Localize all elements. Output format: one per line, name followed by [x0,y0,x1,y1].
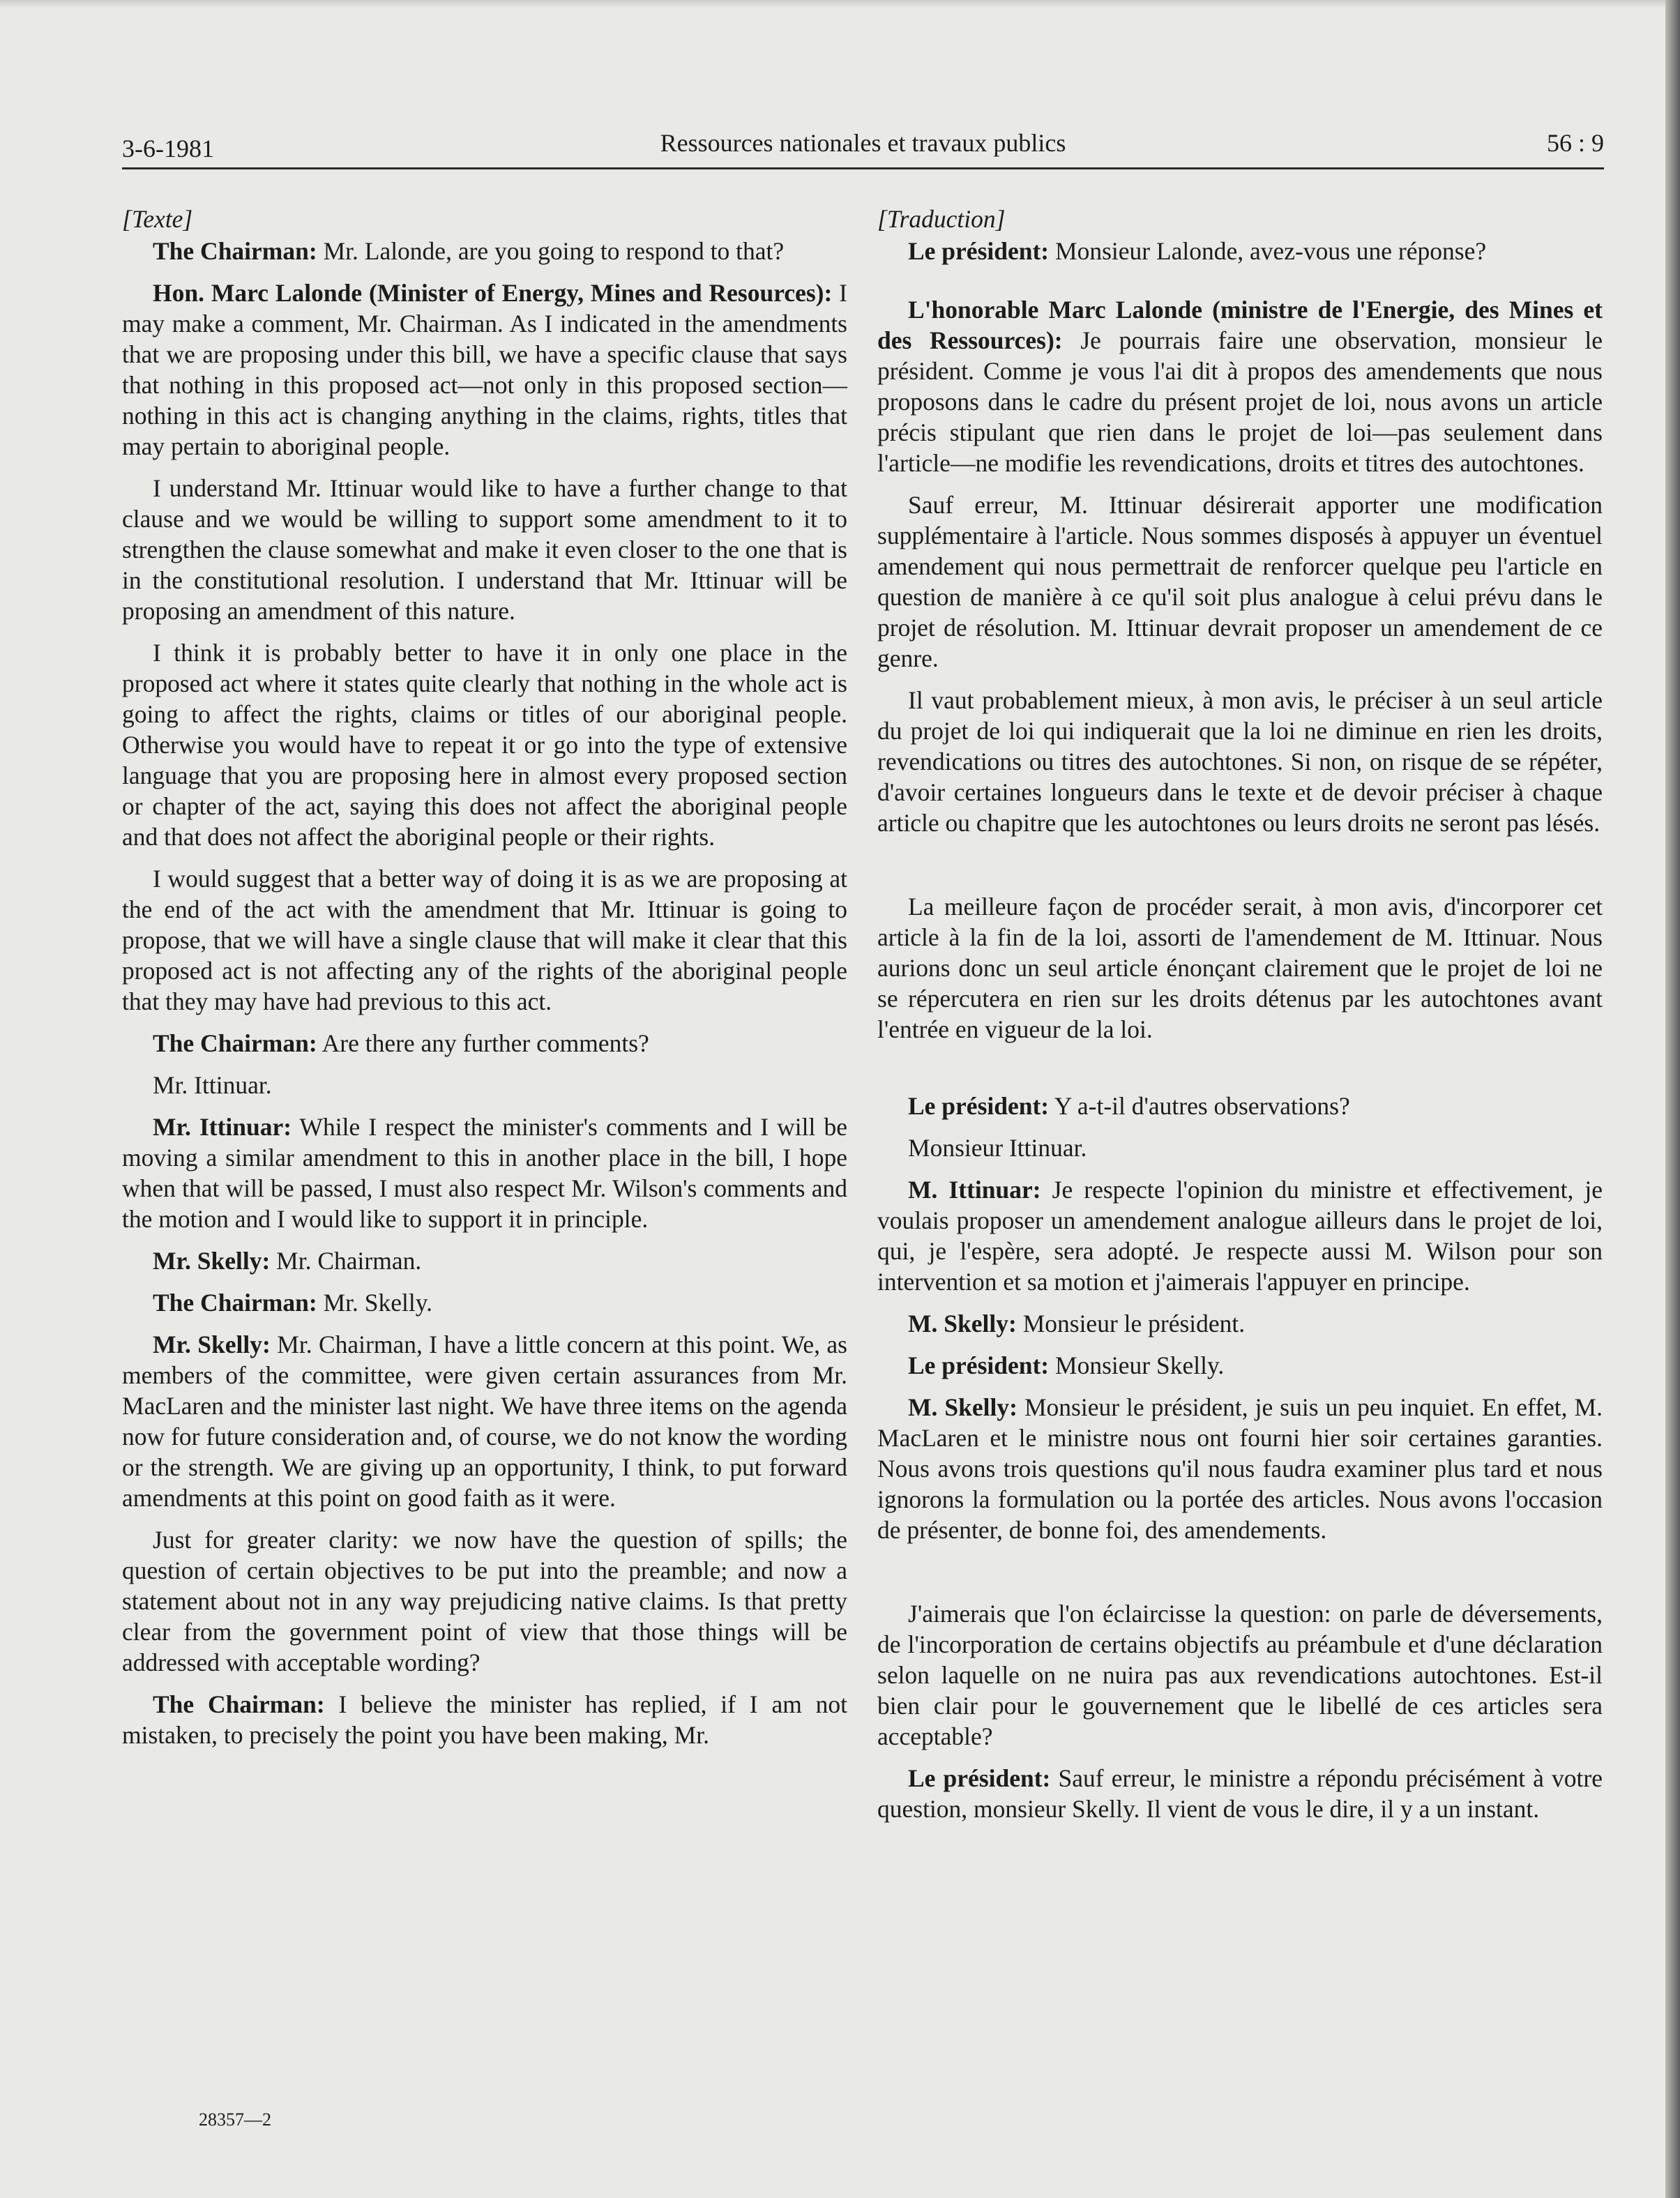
paragraph-text: Mr. Chairman. [276,1247,422,1275]
paragraph [122,1329,847,1513]
paragraph: Monsieur Ittinuar. [908,1134,1087,1162]
paragraph [122,1028,847,1059]
paragraph [122,1112,847,1234]
speaker: Hon. Marc Lalonde (Minister of Energy, Mines and Resources): [153,279,833,307]
paragraph: I understand Mr. Ittinuar would like to have a further change to that clause and we would be willing to support some amendment to it to strengthen the clause somewhat and make it even closer to the one that is in the constitutional resolution. I understand that Mr. Ittinuar will be proposing an amendment of this nature. [122,474,847,625]
paragraph: J'aimerais que l'on éclaircisse la question: on parle de déversements, de l'incorporation de certains objectifs au préambule et d'une déclaration selon laquelle on ne nuira pas aux revendications autochtones. Est-il bien clair pour le gouvernement que le libellé de ces articles sera acceptable? [877,1600,1603,1750]
speaker: The Chairman: [153,1289,317,1317]
paragraph: Sauf erreur, M. Ittinuar désirerait apporter une modification supplémentaire à l'article. Nous sommes disposés à appuyer un éventuel amendement qui nous permettrait de renforcer quelque peu l'article en question de manière à ce qu'il soit plus analogue à celui prévu dans le projet de résolution. M. Ittinuar devrait proposer un amendement de ce genre. [877,491,1603,672]
paragraph [877,1308,1603,1339]
paragraph [877,1350,1603,1381]
paragraph [122,1689,847,1750]
paragraph-text: Je respecte l'opinion du ministre et effectivement, je voulais proposer un amendement analogue ailleurs dans le projet de loi, qui, je l'espère, sera adopté. Je respecte aussi M. Wilson pour son intervention et sa motion et j'aimerais l'appuyer en principe. [877,1176,1603,1296]
paragraph-text: I may make a comment, Mr. Chairman. As I indicated in the amendments that we are proposing under this bill, we have a specific clause that says that nothing in this proposed act—not only in this proposed section—nothing in this act is changing anything in the claims, rights, titles that may pertain to aboriginal people. [122,279,847,460]
paragraph [877,236,1603,266]
section-label: [Traduction] [877,205,1006,233]
paragraph: Mr. Ittinuar. [153,1071,272,1099]
speaker: Le président: [908,237,1050,265]
speaker: Mr. Ittinuar: [153,1113,292,1141]
paragraph-text: Sauf erreur, le ministre a répondu précisément à votre question, monsieur Skelly. Il vient de vous le dire, il y a un instant. [877,1764,1603,1823]
paragraph-text: Monsieur Lalonde, avez-vous une réponse? [1055,237,1487,265]
speaker: Mr. Skelly: [153,1247,271,1275]
speaker: L'honorable Marc Lalonde (ministre de l'Energie, des Mines et des Ressources): [877,296,1603,354]
paragraph: La meilleure façon de procéder serait, à mon avis, d'incorporer cet article à la fin de la loi, assorti de l'amendement de M. Ittinuar. Nous aurions donc un seul article énonçant clairement que le projet de loi ne se répercutera en rien sur les droits détenus par les autochtones avant l'entrée en vigueur de la loi. [877,893,1603,1043]
paragraph [877,1174,1603,1297]
speaker: Le président: [908,1351,1050,1379]
paragraph: Il vaut probablement mieux, à mon avis, le préciser à un seul article du projet de loi qui indiquerait que la loi ne diminue en rien les droits, revendications ou titres des autochtones. Si non, on risque de se répéter, d'avoir certaines longueurs dans le texte et de devoir préciser à chaque article ou chapitre que les autochtones ou leurs droits ne seront pas lésés. [877,686,1603,837]
paragraph: I think it is probably better to have it in only one place in the proposed act where it states quite clearly that nothing in the whole act is going to affect the rights, claims or titles of our aboriginal people. Otherwise you would have to repeat it or go into the type of extensive language that you are proposing here in almost every proposed section or chapter of the act, saying this does not affect the aboriginal people and that does not affect the aboriginal people or their rights. [122,639,847,851]
paragraph-text: Mr. Lalonde, are you going to respond to that? [323,237,785,265]
paragraph-text: I believe the minister has replied, if I am not mistaken, to precisely the point you have been making, Mr. [122,1690,848,1749]
paragraph [877,1091,1603,1121]
paragraph-text: Monsieur Skelly. [1055,1351,1225,1379]
paragraph-text: While I respect the minister's comments and I will be moving a similar amendment to this in another place in the bill, I hope when that will be passed, I must also respect Mr. Wilson's comments and the motion and I would like to support it in principle. [122,1113,847,1233]
paragraph: I would suggest that a better way of doing it is as we are proposing at the end of the act with the amendment that Mr. Ittinuar is going to propose, that we will have a single clause that will make it clear that this proposed act is not affecting any of the rights of the aboriginal people that they may have had previous to this act. [122,865,847,1015]
speaker: M. Skelly: [908,1310,1017,1337]
french-column [877,204,1603,1835]
speaker: Le président: [908,1092,1050,1120]
speaker: M. Ittinuar: [908,1176,1041,1204]
paragraph-text: Monsieur le président. [1022,1310,1246,1337]
section-label: [Texte] [122,205,193,233]
scan-edge-top [0,0,1680,8]
paragraph [122,1287,847,1318]
print-code: 28357—2 [199,2109,271,2130]
speaker: The Chairman: [153,1690,325,1718]
paragraph [877,1392,1603,1545]
paragraph-text: Are there any further comments? [321,1029,649,1057]
page-header [122,126,1604,169]
english-column [122,204,847,1761]
paragraph [877,294,1603,478]
paragraph: Just for greater clarity: we now have the question of spills; the question of certain objectives to be put into the preamble; and now a statement about not in any way prejudicing native claims. Is that pretty clear from the government point of view that those things will be addressed with acceptable wording? [122,1526,847,1676]
paragraph-text: Je pourrais faire une observation, monsieur le président. Comme je vous l'ai dit à propos des amendements que nous proposons dans le cadre du présent projet de loi, nous avons un article précis stipulant que rien dans le projet de loi—pas seulement dans l'article—ne modifie les revendications, droits et titres des autochtones. [877,326,1603,477]
paragraph-text: Mr. Chairman, I have a little concern at this point. We, as members of the committee, were given certain assurances from Mr. MacLaren and the minister last night. We have three items on the agenda now for future consideration and, of course, we do not know the wording or the strength. We are giving up an opportunity, I think, to put forward amendments at this point on good faith as it were. [122,1331,848,1512]
speaker: Mr. Skelly: [153,1331,271,1358]
paragraph [122,236,847,266]
speaker: M. Skelly: [908,1393,1017,1421]
paragraph-text: Mr. Skelly. [323,1289,433,1317]
header-title: Ressources nationales et travaux publics [660,129,1066,157]
speaker: The Chairman: [153,1029,317,1057]
speaker: Le président: [908,1764,1051,1792]
paragraph [122,1245,847,1276]
header-page-number: 56 : 9 [1546,129,1604,157]
paragraph [877,1763,1603,1824]
speaker: The Chairman: [153,237,317,265]
scan-edge-right [1665,0,1680,2198]
paragraph [122,278,847,462]
header-date: 3-6-1981 [122,135,214,162]
paragraph-text: Monsieur le président, je suis un peu inquiet. En effet, M. MacLaren et le ministre nous ont fourni hier soir certaines garanties. Nous avons trois questions qu'il nous faudra examiner plus tard et nous ignorons la formulation ou la portée des articles. Nous avons l'occasion de présenter, de bonne foi, des amendements. [877,1393,1603,1544]
paragraph-text: Y a-t-il d'autres observations? [1054,1092,1350,1120]
